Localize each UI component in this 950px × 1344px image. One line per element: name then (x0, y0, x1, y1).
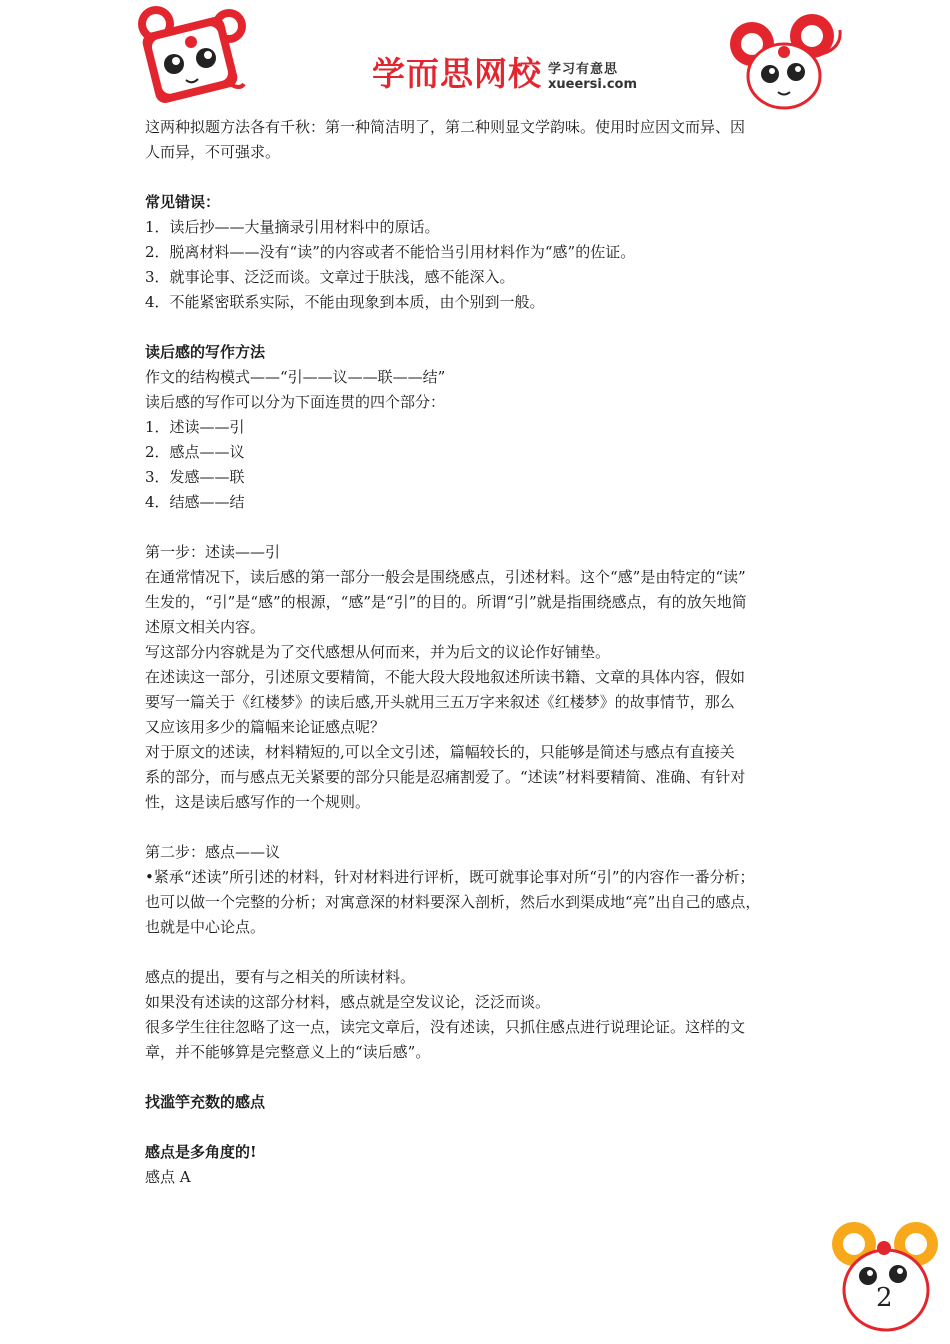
intro-line: 这两种拟题方法各有千秋：第一种简洁明了，第二种则显文学韵味。使用时应因文而异、因 (145, 118, 746, 136)
step2-heading: 第二步：感点——议 (145, 843, 281, 861)
step1-line: 性，这是读后感写作的一个规则。 (145, 793, 371, 811)
step1-line: 述原文相关内容。 (145, 618, 266, 636)
mascot-right-icon (722, 14, 850, 114)
step1-line: 写这部分内容就是为了交代感想从何而来，并为后文的议论作好铺垫。 (145, 643, 611, 661)
logo-text: 学而思网校 (372, 54, 542, 93)
step1-line: 生发的，“引”是“感”的根源，“感”是“引”的目的。所谓“引”就是指围绕感点，有的放矢地简 (145, 593, 747, 611)
step2-line: 也可以做一个完整的分析；对寓意深的材料要深入剖析，然后水到渠成地“亮”出自己的感点， (145, 893, 761, 911)
page-header (0, 0, 950, 118)
step2-line: •紧承“述读”所引述的材料，针对材料进行评析，既可就事论事对所“引”的内容作一番分析； (145, 868, 755, 886)
method-line: 4．结感——结 (145, 493, 245, 511)
step1-heading: 第一步：述读——引 (145, 543, 281, 561)
find-heading: 找滥竽充数的感点 (145, 1093, 266, 1111)
step1-line: 在通常情况下，读后感的第一部分一般会是围绕感点，引述材料。这个“感”是由特定的“读” (145, 568, 746, 586)
error-item: 2．脱离材料——没有“读”的内容或者不能恰当引用材料作为“感”的佐证。 (145, 243, 636, 261)
mascot-footer-icon (828, 1218, 946, 1338)
point-line: 章，并不能够算是完整意义上的“读后感”。 (145, 1043, 431, 1061)
method-line: 读后感的写作可以分为下面连贯的四个部分： (145, 393, 446, 411)
method-heading: 读后感的写作方法 (145, 343, 266, 361)
step2-line: 也就是中心论点。 (145, 918, 266, 936)
method-line: 作文的结构模式——“引——议——联——结” (145, 368, 446, 386)
step1-line: 系的部分，而与感点无关紧要的部分只能是忍痛割爱了。“述读”材料要精简、准确、有针对 (145, 768, 746, 786)
point-a-label: 感点 A (145, 1168, 191, 1186)
step1-line: 又应该用多少的篇幅来论证感点呢？ (145, 718, 386, 736)
document-body (145, 115, 810, 1190)
error-item: 4．不能紧密联系实际，不能由现象到本质，由个别到一般。 (145, 293, 545, 311)
step1-line: 在述读这一部分，引述原文要精简，不能大段大段地叙述所读书籍、文章的具体内容，假如 (145, 668, 746, 686)
method-line: 3．发感——联 (145, 468, 245, 486)
multi-angle-heading: 感点是多角度的! (145, 1143, 257, 1161)
logo-domain: xueersi.com (548, 77, 638, 92)
brand-logo (372, 50, 637, 94)
logo-slogan: 学习有意思 (548, 62, 619, 77)
method-line: 1．述读——引 (145, 418, 245, 436)
error-item: 1．读后抄——大量摘录引用材料中的原话。 (145, 218, 440, 236)
mascot-left-icon (134, 4, 254, 104)
point-line: 很多学生往往忽略了这一点，读完文章后，没有述读，只抓住感点进行说理论证。这样的文 (145, 1018, 746, 1036)
point-line: 如果没有述读的这部分材料，感点就是空发议论，泛泛而谈。 (145, 993, 551, 1011)
method-line: 2．感点——议 (145, 443, 245, 461)
page-number: 2 (876, 1283, 893, 1313)
error-item: 3．就事论事、泛泛而谈。文章过于肤浅，感不能深入。 (145, 268, 515, 286)
step1-line: 对于原文的述读，材料精短的,可以全文引述，篇幅较长的，只能够是简述与感点有直接关 (145, 743, 735, 761)
intro-line: 人而异，不可强求。 (145, 143, 281, 161)
errors-heading: 常见错误： (145, 193, 221, 211)
step1-line: 要写一篇关于《红楼梦》的读后感,开头就用三五万字来叙述《红楼梦》的故事情节，那么 (145, 693, 735, 711)
point-line: 感点的提出，要有与之相关的所读材料。 (145, 968, 416, 986)
